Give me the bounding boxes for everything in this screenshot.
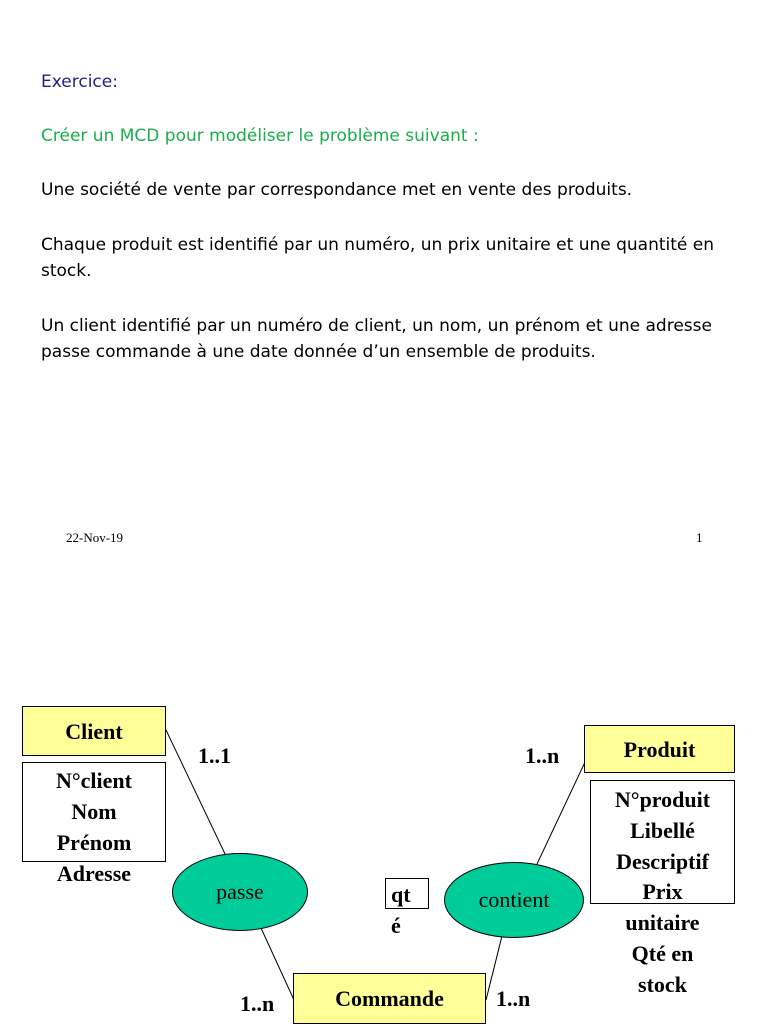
cardinality-produit-contient: 1..n (525, 743, 560, 768)
entity-commande-title: Commande (293, 973, 486, 1024)
entity-produit-title: Produit (584, 725, 735, 773)
qte-attribute-line2: é (391, 913, 401, 938)
instruction-text: Créer un MCD pour modéliser le problème suivant : (41, 126, 479, 146)
produit-attribute: Qté en (631, 941, 694, 966)
slide-date: 22-Nov-19 (66, 530, 124, 545)
paragraph-client: Un client identifié par un numéro de client, un nom, un prénom et une adresse passe commande à une date donnée d’un ensemble de produits. (41, 316, 712, 362)
produit-attribute: Libellé (630, 818, 695, 843)
cardinality-passe-commande: 1..n (240, 991, 275, 1016)
client-attribute: Nom (71, 799, 117, 824)
paragraph-product: Chaque produit est identifié par un numéro, un prix unitaire et une quantité en stock. (41, 235, 715, 281)
association-passe: passe (172, 853, 308, 931)
produit-attribute: stock (638, 972, 687, 997)
cardinality-contient-commande: 1..n (496, 986, 531, 1011)
produit-attribute: N°produit (614, 787, 711, 812)
exercise-heading: Exercice: (41, 72, 118, 92)
client-attribute: Prénom (56, 830, 132, 855)
produit-attribute: Descriptif (616, 849, 709, 874)
cardinality-client-passe: 1..1 (198, 743, 231, 768)
association-contient: contient (444, 862, 584, 938)
produit-attribute: unitaire (625, 910, 700, 935)
client-attribute: N°client (55, 768, 132, 793)
slide-page-number: 1 (696, 530, 703, 545)
line-passe-commande (261, 928, 294, 1000)
entity-client-title: Client (22, 706, 166, 756)
produit-attribute: Prix (642, 879, 683, 904)
qte-attribute-line1: qt (391, 882, 411, 907)
paragraph-company: Une société de vente par correspondance met en vente des produits. (41, 180, 633, 200)
line-produit-contient (537, 760, 586, 864)
client-attribute: Adresse (56, 861, 132, 886)
